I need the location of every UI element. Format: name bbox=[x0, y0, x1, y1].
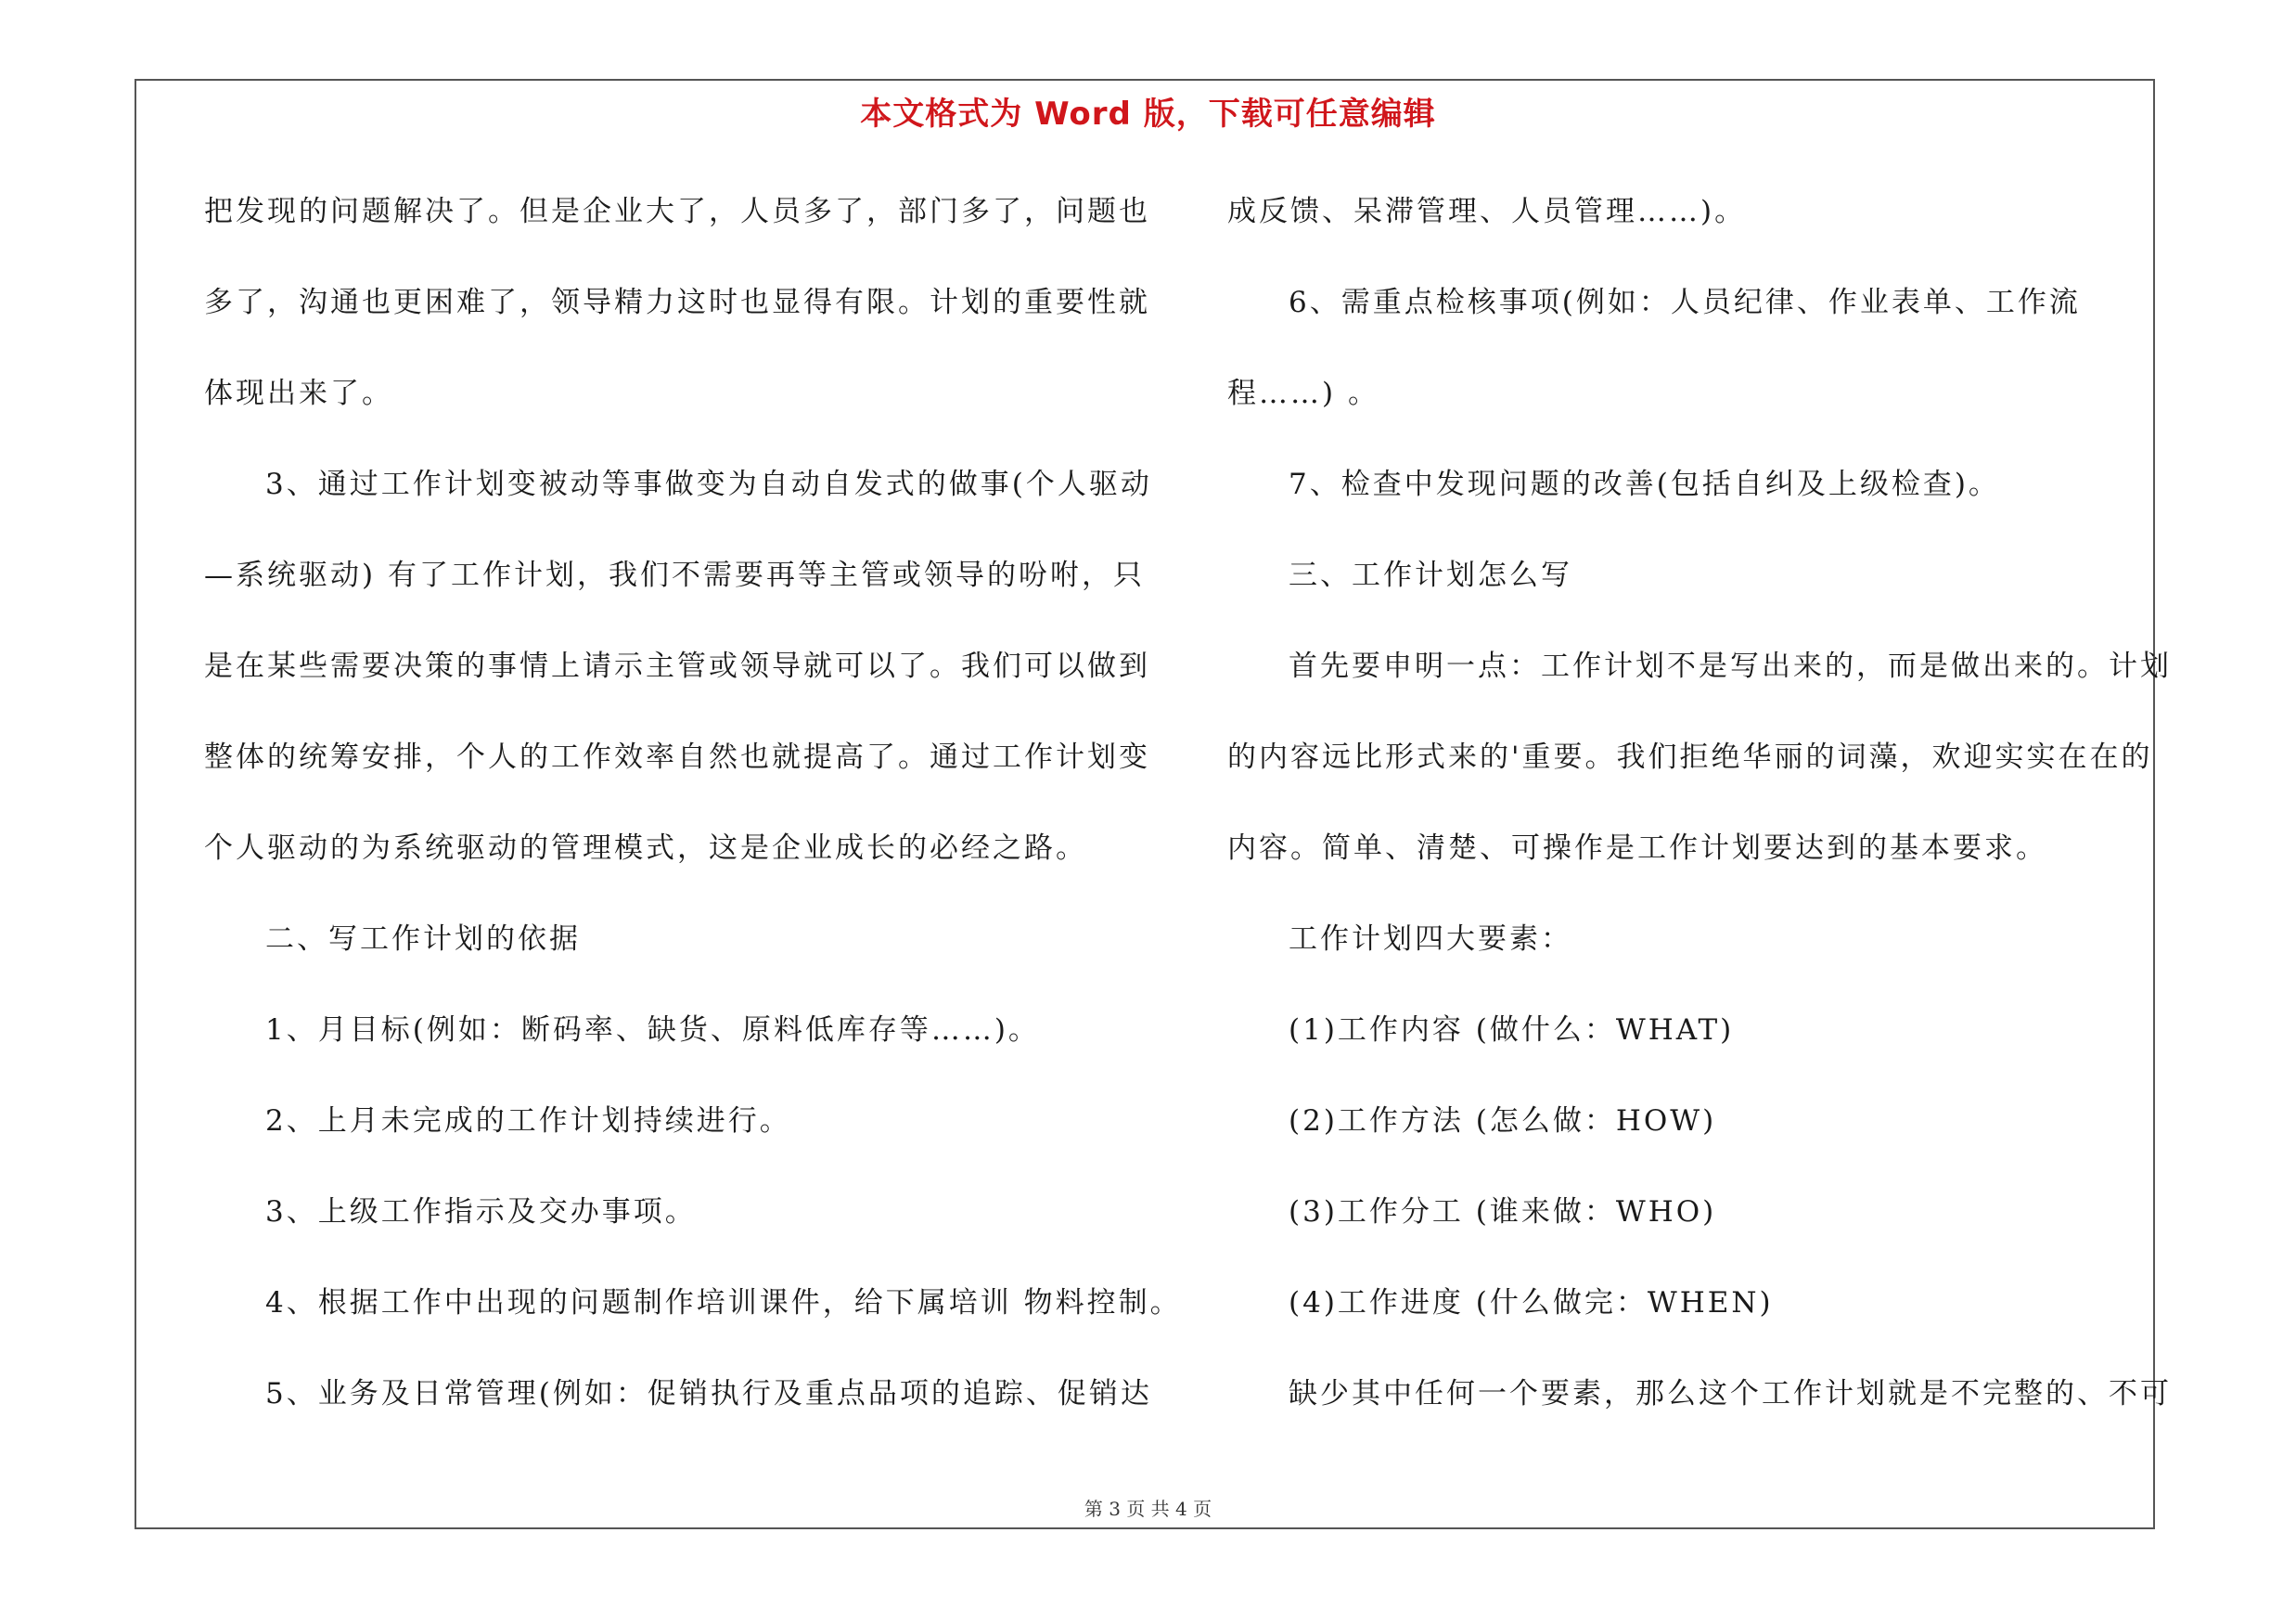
text-line: 多了，沟通也更困难了，领导精力这时也显得有限。计划的重要性就 bbox=[204, 286, 1150, 319]
text-line: 个人驱动的为系统驱动的管理模式，这是企业成长的必经之路。 bbox=[204, 831, 1087, 865]
text-line: 4、根据工作中出现的问题制作培训课件，给下属培训 物料控制。 bbox=[265, 1286, 1182, 1320]
text-line: (3)工作分工 (谁来做：WHO) bbox=[1289, 1195, 1717, 1229]
text-line: 整体的统筹安排，个人的工作效率自然也就提高了。通过工作计划变 bbox=[204, 741, 1150, 774]
word-format-banner: 本文格式为 Word 版，下载可任意编辑 bbox=[860, 96, 1436, 133]
text-line: 把发现的问题解决了。但是企业大了，人员多了，部门多了，问题也 bbox=[204, 195, 1150, 228]
text-line: (1)工作内容 (做什么：WHAT) bbox=[1289, 1013, 1735, 1047]
text-line: 5、业务及日常管理(例如：促销执行及重点品项的追踪、促销达 bbox=[265, 1377, 1152, 1410]
text-line: (4)工作进度 (什么做完：WHEN) bbox=[1289, 1286, 1774, 1320]
text-line: —系统驱动) 有了工作计划，我们不需要再等主管或领导的吩咐，只 bbox=[204, 559, 1145, 592]
text-line: 内容。简单、清楚、可操作是工作计划要达到的基本要求。 bbox=[1227, 831, 2047, 865]
page-number-footer: 第 3 页 共 4 页 bbox=[1084, 1498, 1212, 1520]
text-line: 工作计划四大要素： bbox=[1289, 922, 1572, 956]
text-line: 三、工作计划怎么写 bbox=[1289, 559, 1572, 592]
left-text-column bbox=[204, 184, 1182, 1457]
text-line: 体现出来了。 bbox=[204, 377, 393, 410]
text-line: 7、检查中发现问题的改善(包括自纠及上级检查)。 bbox=[1289, 468, 2000, 501]
text-line: 程……) 。 bbox=[1227, 377, 1379, 410]
text-line: 二、写工作计划的依据 bbox=[265, 922, 581, 956]
right-text-column bbox=[1227, 184, 2172, 1457]
text-line: 3、上级工作指示及交办事项。 bbox=[265, 1195, 697, 1229]
text-line: 的内容远比形式来的'重要。我们拒绝华丽的词藻，欢迎实实在在的 bbox=[1227, 741, 2153, 774]
text-line: 2、上月未完成的工作计划持续进行。 bbox=[265, 1104, 791, 1138]
text-line: 3、通过工作计划变被动等事做变为自动自发式的做事(个人驱动 bbox=[265, 468, 1152, 501]
text-line: 是在某些需要决策的事情上请示主管或领导就可以了。我们可以做到 bbox=[204, 650, 1150, 683]
text-line: (2)工作方法 (怎么做：HOW) bbox=[1289, 1104, 1717, 1138]
text-line: 成反馈、呆滞管理、人员管理……)。 bbox=[1227, 195, 1747, 228]
text-line: 1、月目标(例如：断码率、缺货、原料低库存等……)。 bbox=[265, 1013, 1040, 1047]
text-line: 首先要申明一点：工作计划不是写出来的，而是做出来的。计划 bbox=[1289, 650, 2172, 683]
text-line: 缺少其中任何一个要素，那么这个工作计划就是不完整的、不可 bbox=[1289, 1377, 2172, 1410]
text-line: 6、需重点检核事项(例如：人员纪律、作业表单、工作流 bbox=[1289, 286, 2081, 319]
